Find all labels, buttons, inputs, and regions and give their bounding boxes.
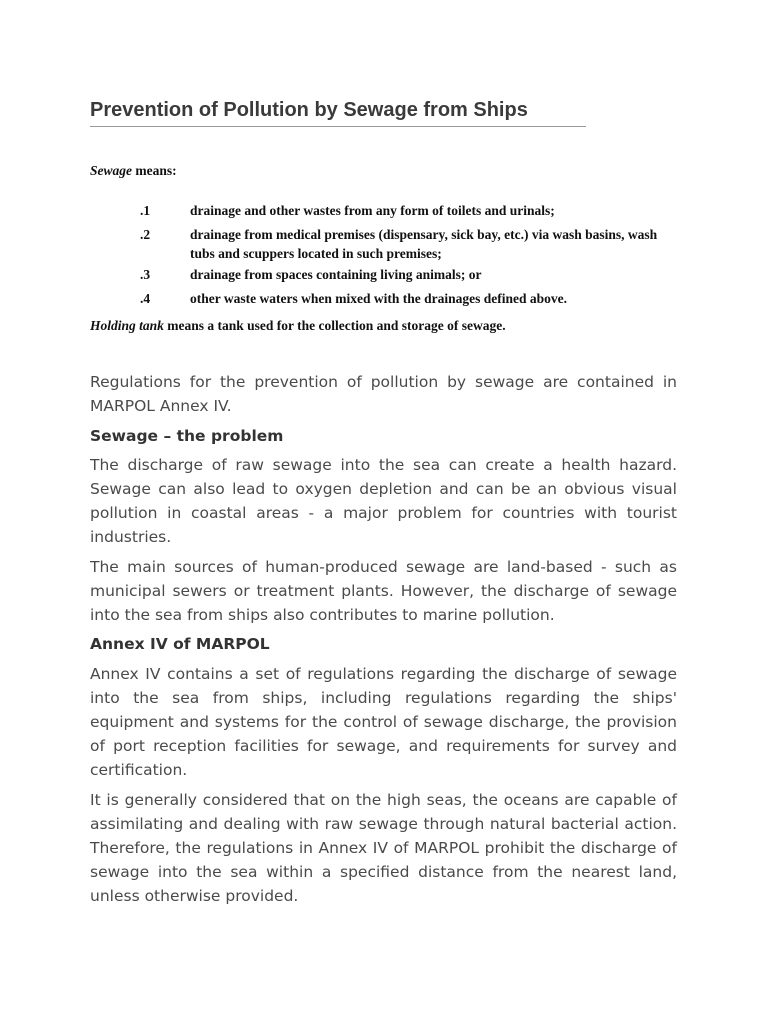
- list-item-number: .3: [140, 267, 151, 282]
- list-item-number: .1: [140, 203, 151, 218]
- sewage-definition-intro: [90, 162, 177, 180]
- title-underline: [90, 126, 586, 127]
- holding-tank-definition: [90, 317, 506, 335]
- paragraph: It is generally considered that on the high seas, the oceans are capable of assimilating and dealing with raw sewage through natural bacterial action. Therefore, the regulations in Annex IV of MARPOL prohibit the discharge of sewage into the sea within a specified distance from the nearest land, unless otherwise provided.: [90, 791, 677, 905]
- section-heading-problem: Sewage – the problem: [90, 427, 284, 445]
- page-title: Prevention of Pollution by Sewage from Ships: [90, 99, 528, 121]
- paragraph: The discharge of raw sewage into the sea can create a health hazard. Sewage can also lead to oxygen depletion and can be an obvious visual pollution in coastal areas - a major problem for countries with tourist industries.: [90, 456, 677, 546]
- holding-tank-definition-rest: means a tank used for the collection and storage of sewage.: [163, 318, 506, 333]
- list-item-number: .2: [140, 227, 151, 242]
- list-item-text: drainage and other wastes from any form of toilets and urinals;: [190, 203, 555, 218]
- list-item-text: other waste waters when mixed with the drainages defined above.: [190, 291, 567, 306]
- section-heading-annex-iv: Annex IV of MARPOL: [90, 635, 270, 653]
- sewage-term: Sewage: [90, 163, 132, 178]
- intro-paragraph: Regulations for the prevention of pollution by sewage are contained in MARPOL Annex IV.: [90, 373, 677, 415]
- list-item-number: .4: [140, 291, 151, 306]
- sewage-definition-rest: means:: [132, 163, 177, 178]
- list-item-text: drainage from medical premises (dispensary, sick bay, etc.) via wash basins, wash tubs and scuppers located in such premises;: [190, 227, 658, 261]
- paragraph: The main sources of human-produced sewage are land-based - such as municipal sewers or treatment plants. However, the discharge of sewage into the sea from ships also contributes to marine pollution.: [90, 558, 677, 624]
- list-item-text: drainage from spaces containing living animals; or: [190, 267, 482, 282]
- paragraph: Annex IV contains a set of regulations regarding the discharge of sewage into the sea from ships, including regulations regarding the ships' equipment and systems for the control of sewage discharge, the provision of port reception facilities for sewage, and requirements for survey and certification.: [90, 665, 677, 779]
- holding-tank-term: Holding tank: [90, 318, 164, 333]
